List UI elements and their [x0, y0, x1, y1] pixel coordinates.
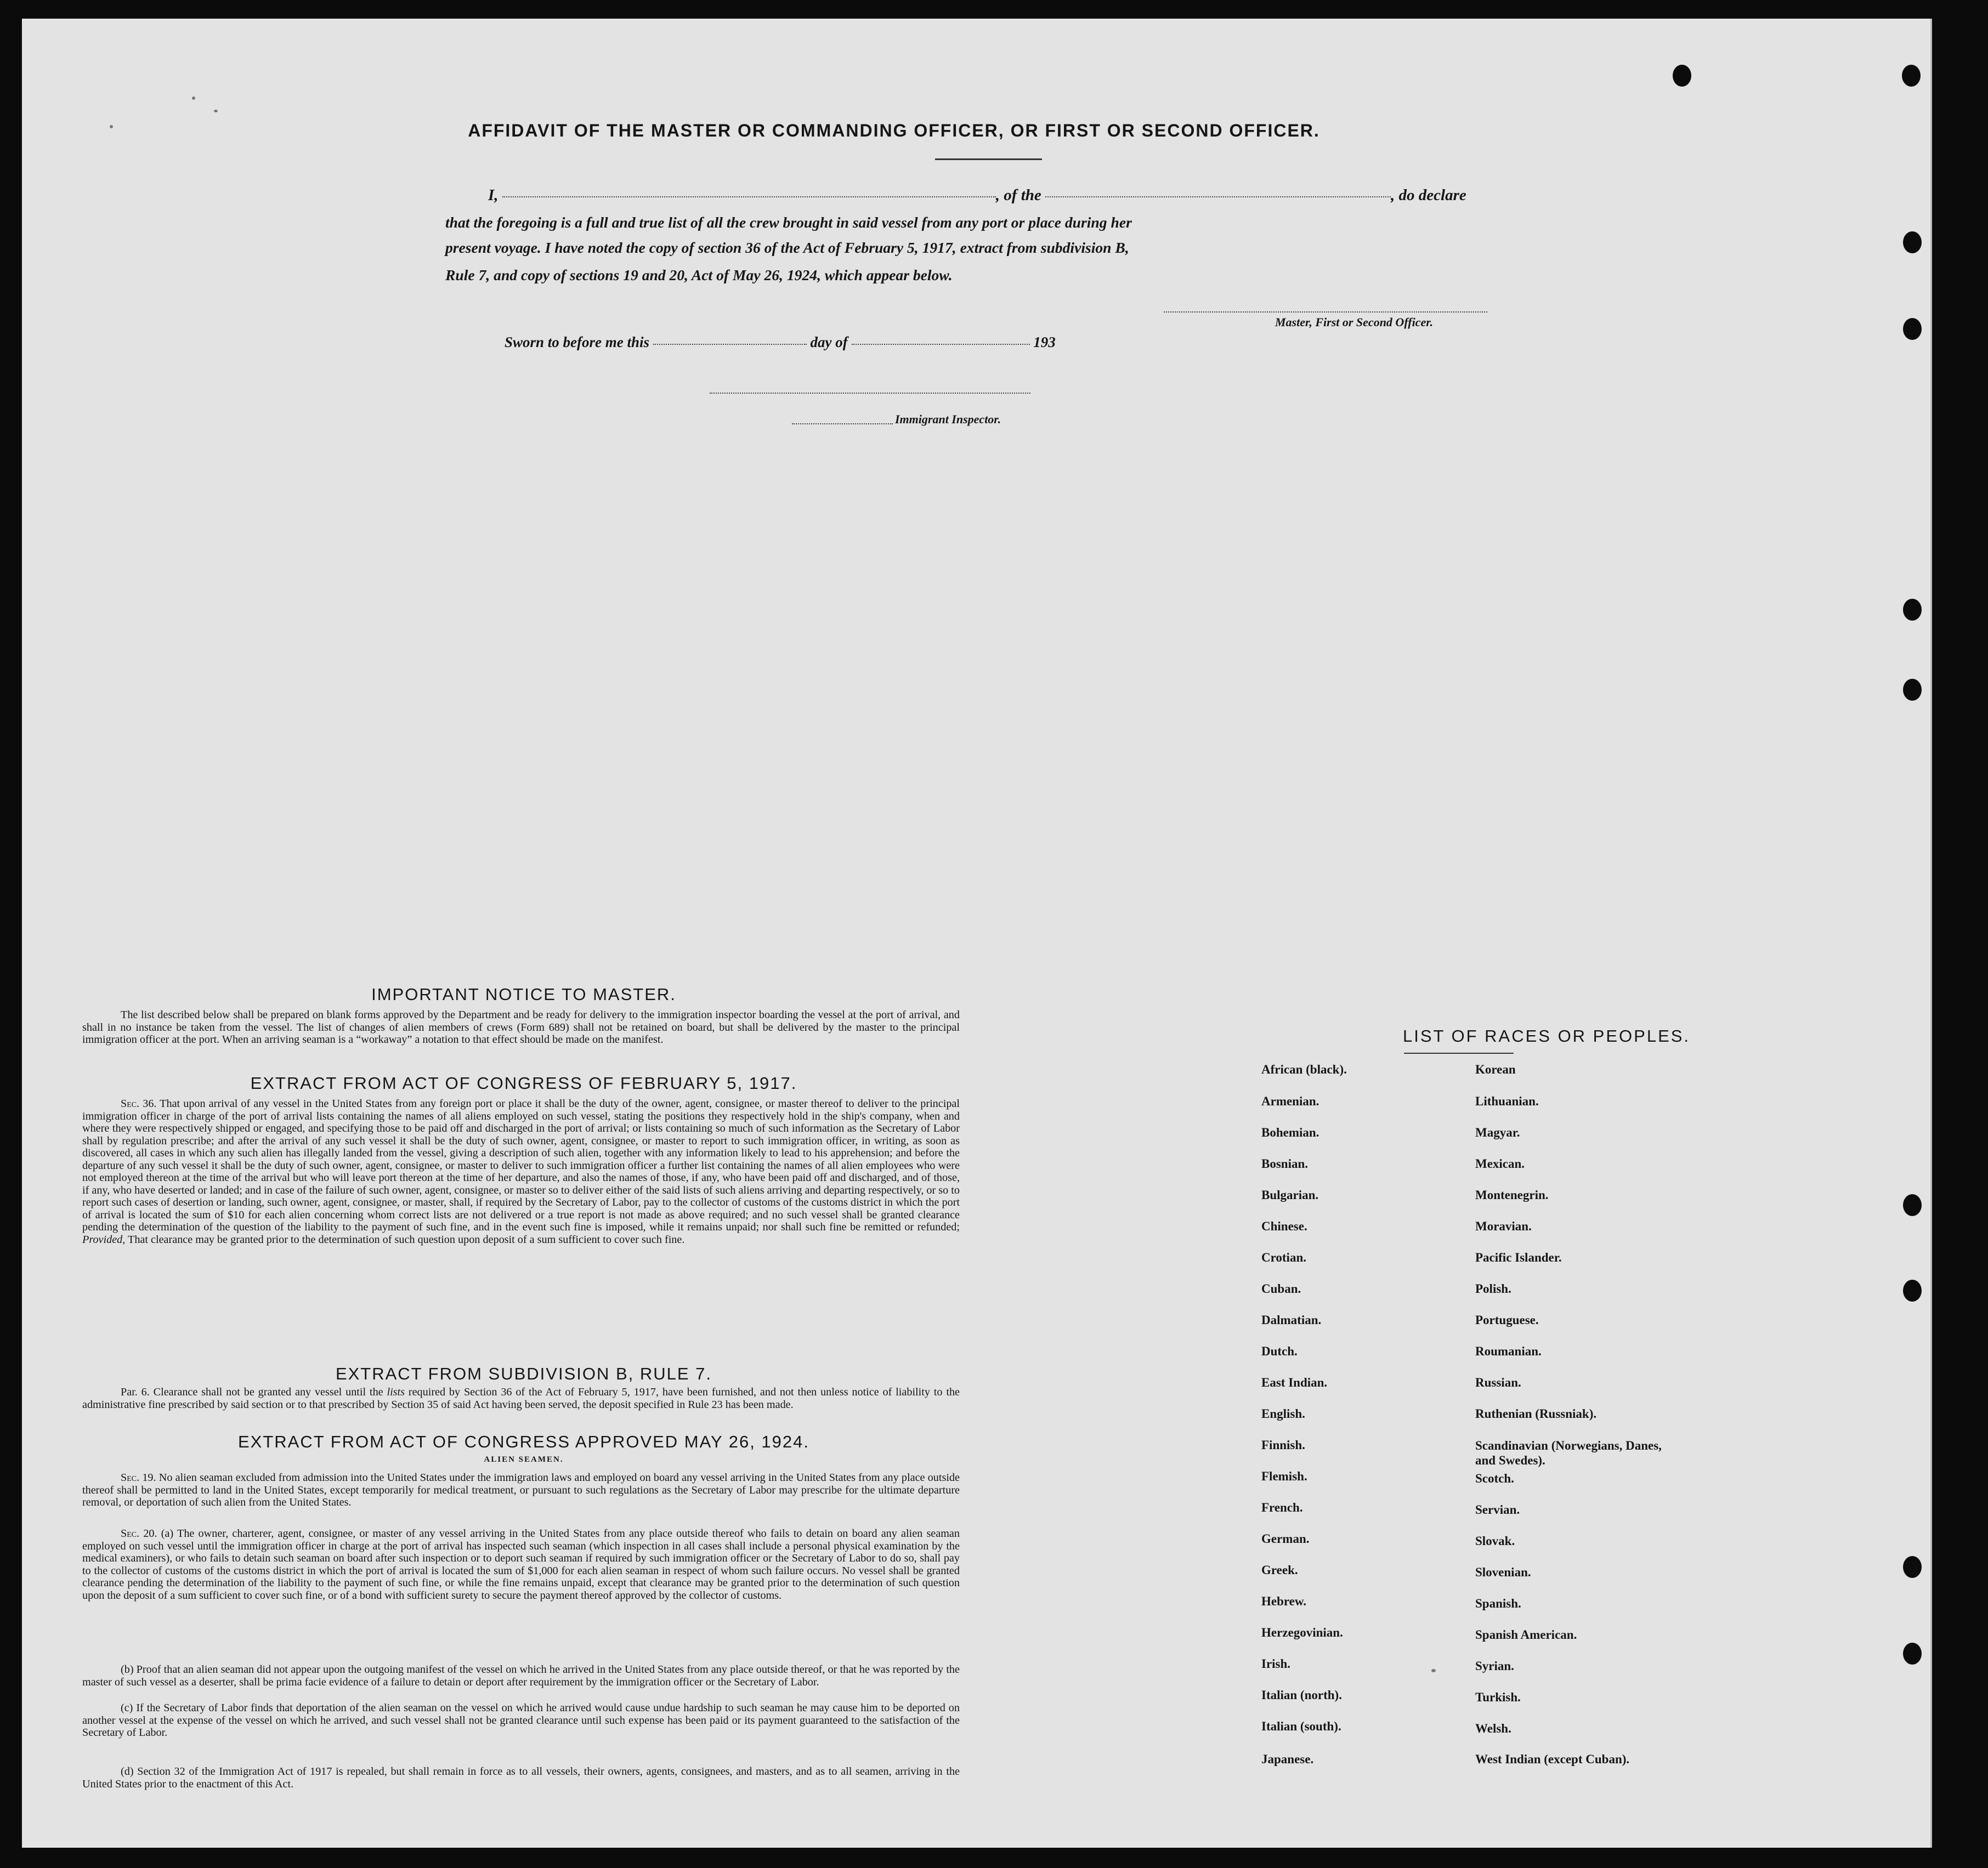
vessel-field[interactable]: [1045, 195, 1391, 197]
sec-20d-body: (d) Section 32 of the Immigration Act of 1917 is repealed, but shall remain in force as to all vessels, their owners, agents, consignees, and masters, and as to all seamen, arriving in the United States prior to the enactment of this Act.: [82, 1765, 960, 1790]
title-underline: [935, 158, 1042, 160]
inspector-field[interactable]: [792, 422, 893, 424]
provided-word: Provided,: [82, 1233, 126, 1246]
race-item: Montenegrin.: [1475, 1188, 1549, 1202]
race-item: West Indian (except Cuban).: [1475, 1752, 1630, 1766]
sec-19-body: [82, 1472, 960, 1509]
sec-36-proviso: That clearance may be granted prior to the determination of such question upon deposit of a sum sufficient to cover such fine.: [127, 1233, 685, 1246]
race-item: Pacific Islander.: [1475, 1251, 1562, 1264]
par-6-text-a: Clearance shall not be granted any vessel until the: [153, 1386, 383, 1398]
sec-19-text: No alien seaman excluded from admission into the United States under the immigration laws and employed on board any vessel arriving in the United States from any place outside thereof shall be permitted to land in the United States, except temporarily for medical treatment, or pursuant to such regulations as the Secretary of Labor may prescribe for the ultimate departure removal, or deportation of such alien from the United States.: [82, 1472, 960, 1508]
race-item: Magyar.: [1475, 1126, 1520, 1139]
race-item: Polish.: [1475, 1282, 1511, 1296]
binder-hole: [1903, 1194, 1922, 1216]
race-item: Slovak.: [1475, 1534, 1515, 1548]
race-item: Russian.: [1475, 1376, 1521, 1389]
binder-hole: [1673, 65, 1691, 87]
race-item: Irish.: [1261, 1657, 1291, 1671]
sec-36-label: Sec. 36.: [121, 1098, 157, 1110]
sec-20a-body: [82, 1528, 960, 1602]
race-item: Italian (south).: [1261, 1719, 1341, 1733]
race-item: Spanish.: [1475, 1597, 1521, 1610]
race-item: Spanish American.: [1475, 1628, 1577, 1642]
binder-hole: [1903, 1643, 1922, 1665]
sec-20-label: Sec. 20.: [121, 1528, 157, 1540]
sec-20c-body: (c) If the Secretary of Labor finds that deportation of the alien seaman on the vessel on which he arrived would cause undue hardship to such seaman he may cause him to be deported on another vessel at the expense of the vessel on which he arrived, and such vessel shall not be granted clearance until such expense has been paid or its payment guaranteed to the satisfaction of the Secretary of Labor.: [82, 1702, 960, 1739]
declaration-text: that the foregoing is a full and true list of all the crew brought in said vessel from any port or place during her: [445, 214, 1132, 231]
sworn-month-field[interactable]: [852, 343, 1030, 345]
binder-hole: [1903, 1280, 1922, 1302]
par-6-label: Par. 6.: [121, 1386, 150, 1398]
race-item: Cuban.: [1261, 1282, 1301, 1296]
races-title: LIST OF RACES OR PEOPLES.: [1402, 1026, 1691, 1046]
binder-hole: [1903, 599, 1922, 621]
sec-20a-text: (a) The owner, charterer, agent, consignee, or master of any vessel arriving in the United States from any place outside thereof who fails to detain on board any alien seaman employed on such vessel until the immigration officer in charge at the port of arrival has inspected such seaman (which inspection in all cases shall include a personal physical examination by the medical examiners), or who fails to detain such seaman on board after such inspection or to deport such seaman if required by such immigration officer or the Secretary of Labor to do so, shall pay to the collector of customs of the customs district in which the port of arrival is located the sum of $1,000 for each alien seaman in respect of whom such failure occurs. No vessel shall be granted clearance pending the determination of the liability to the payment of such fine, or while the fine remains unpaid, except that clearance may be granted prior to the determination of such question upon the deposit of a sum sufficient to cover such fine, or of a bond with sufficient surety to secure the payment thereof approved by the collector of customs.: [82, 1528, 960, 1602]
alien-seamen-subtitle: ALIEN SEAMEN.: [484, 1455, 564, 1464]
declaration-of-the: , of the: [995, 186, 1041, 204]
race-item: Portuguese.: [1475, 1313, 1539, 1327]
race-item: Korean: [1475, 1063, 1516, 1076]
race-item: Flemish.: [1261, 1469, 1307, 1483]
ink-speck: [192, 96, 195, 100]
binder-hole: [1903, 679, 1922, 701]
signature-field[interactable]: [1164, 310, 1487, 313]
extract-rule7-title: EXTRACT FROM SUBDIVISION B, RULE 7.: [335, 1364, 712, 1383]
race-item: Ruthenian (Russniak).: [1475, 1407, 1597, 1421]
sec-19-label: Sec. 19.: [121, 1472, 156, 1484]
race-item: Slovenian.: [1475, 1565, 1531, 1579]
race-item: Herzegovinian.: [1261, 1626, 1343, 1639]
binder-hole: [1902, 65, 1921, 87]
race-item: English.: [1261, 1407, 1305, 1421]
race-item: Roumanian.: [1475, 1344, 1542, 1358]
name-field[interactable]: [502, 195, 996, 197]
par-6-text-b: required by Section 36 of the Act of February 5, 1917, have been furnished, and not then unless notice of liability to the administrative fine prescribed by said section or to that prescribed by Section 35 of said Act having been served, the deposit specified in Rule 23 has been made.: [82, 1386, 960, 1411]
lists-word: lists: [387, 1386, 405, 1398]
race-item: Scotch.: [1475, 1472, 1514, 1485]
race-item: African (black).: [1261, 1063, 1347, 1076]
race-item: Bulgarian.: [1261, 1188, 1319, 1202]
race-item: Bosnian.: [1261, 1157, 1309, 1171]
race-item: Welsh.: [1475, 1722, 1511, 1735]
race-item: Dutch.: [1261, 1344, 1298, 1358]
sec-36-text: That upon arrival of any vessel in the United States from any foreign port or place it shall be the duty of the owner, agent, consignee, or master thereof to deliver to the principal immigration officer in charge of the port of arrival lists containing the names of all aliens employed on such vessel, stating the positions they respectively hold in the ship's company, when and where they were respectively shipped or engaged, and specifying those to be paid off and discharged in the port of arrival; or lists containing so much of such information as the Secretary of Labor shall by regulation prescribe; and after the arrival of any such vessel it shall be the duty of such owner, agent, consignee, or master to report to such immigration officer, in writing, as soon as discovered, all cases in which any such alien has illegally landed from the vessel, giving a description of such alien, together with any information likely to lead to his apprehension; and before the departure of any such vessel it shall be the duty of such owner, agent, consignee, or master to deliver to such immigration officer a further list containing the names of all alien employees who were not employed thereon at the time of the arrival but who will leave port thereon at the time of her departure, and also the names of those, if any, who have been paid off and discharged, and of those, if any, who have deserted or landed; and in case of the failure of such owner, agent, consignee, or master so to deliver either of the said lists of such aliens arriving and departing respectively, or so to report such cases of desertion or landing, such owner, agent, consignee, or master, shall, if required by the Secretary of Labor, pay to the collector of customs of the customs district in which the port of arrival is located the sum of $10 for each alien concerning whom correct lists are not delivered or a true report is not made as above required; and no such vessel shall be granted clearance pending the determination of the question of the liability to the payment of such fine, and in the event such fine is imposed, while it remains unpaid; nor shall such fine be remitted or refunded;: [82, 1098, 960, 1233]
sworn-year: 193: [1033, 334, 1056, 350]
declaration-end: , do declare: [1391, 186, 1466, 204]
race-item: Japanese.: [1261, 1752, 1314, 1766]
extract-rule7-body: [82, 1386, 960, 1411]
declaration-i: I,: [488, 186, 499, 204]
extract-1924-title: EXTRACT FROM ACT OF CONGRESS APPROVED MAY 26, 1924.: [237, 1432, 810, 1451]
binder-hole: [1903, 318, 1922, 340]
race-item: Syrian.: [1475, 1659, 1514, 1673]
ink-speck: [110, 125, 113, 128]
extract-1917-body: [82, 1098, 960, 1246]
sworn-line: [505, 334, 1056, 351]
ink-speck: [214, 110, 218, 112]
race-item: Lithuanian.: [1475, 1094, 1539, 1108]
declaration-text: present voyage. I have noted the copy of section 36 of the Act of February 5, 1917, extract from subdivision B,: [445, 239, 1129, 256]
race-item: Hebrew.: [1261, 1594, 1306, 1608]
race-item: Servian.: [1475, 1503, 1520, 1517]
notice-title: IMPORTANT NOTICE TO MASTER.: [371, 985, 676, 1004]
race-item: Scandinavian (Norwegians, Danes, and Swedes).: [1475, 1439, 1662, 1467]
race-item: Chinese.: [1261, 1219, 1307, 1233]
binder-hole: [1903, 231, 1922, 253]
sworn-day-field[interactable]: [653, 343, 807, 345]
inspector-signature-field[interactable]: [710, 391, 1030, 394]
signature-caption: Master, First or Second Officer.: [1275, 315, 1434, 329]
extract-1917-title: EXTRACT FROM ACT OF CONGRESS OF FEBRUARY 5, 1917.: [250, 1074, 797, 1093]
sworn-label: Sworn to before me this: [505, 334, 650, 350]
race-item: Italian (north).: [1261, 1688, 1342, 1702]
sworn-day-of: day of: [810, 334, 848, 350]
notice-body: The list described below shall be prepared on blank forms approved by the Department and be ready for delivery to the immigration inspector boarding the vessel at the port of arrival, and shall in no instance be taken from the vessel. The list of changes of alien members of crews (Form 689) shall not be retained on board, but shall be delivered by the master to the principal immigration officer at the port. When an arriving seaman is a “workaway” a notation to that effect should be made on the manifest.: [82, 1009, 960, 1046]
race-item: Greek.: [1261, 1563, 1298, 1577]
race-item: French.: [1261, 1501, 1303, 1514]
race-item: East Indian.: [1261, 1376, 1328, 1389]
affidavit-title: AFFIDAVIT OF THE MASTER OR COMMANDING OFFICER, OR FIRST OR SECOND OFFICER.: [468, 121, 1320, 140]
declaration-line: [488, 186, 1466, 205]
race-item: Armenian.: [1261, 1094, 1319, 1108]
race-item: Dalmatian.: [1261, 1313, 1322, 1327]
race-item: Crotian.: [1261, 1251, 1306, 1264]
inspector-caption: Immigrant Inspector.: [895, 412, 1001, 426]
race-item: Finnish.: [1261, 1438, 1305, 1452]
race-item: Moravian.: [1475, 1219, 1532, 1233]
race-item: Turkish.: [1475, 1690, 1521, 1704]
race-item: German.: [1261, 1532, 1310, 1546]
races-title-underline: [1404, 1053, 1514, 1054]
race-item: Bohemian.: [1261, 1126, 1319, 1139]
race-item: Mexican.: [1475, 1157, 1525, 1171]
sec-20b-body: (b) Proof that an alien seaman did not appear upon the outgoing manifest of the vessel on which he arrived in the United States from any place outside thereof, or that he was reported by the master of such vessel as a deserter, shall be prima facie evidence of a failure to detain or deport after requirement by the immigration officer or the Secretary of Labor.: [82, 1663, 960, 1688]
ink-speck: [1431, 1669, 1436, 1672]
binder-hole: [1903, 1556, 1922, 1578]
declaration-text: Rule 7, and copy of sections 19 and 20, Act of May 26, 1924, which appear below.: [445, 266, 953, 283]
